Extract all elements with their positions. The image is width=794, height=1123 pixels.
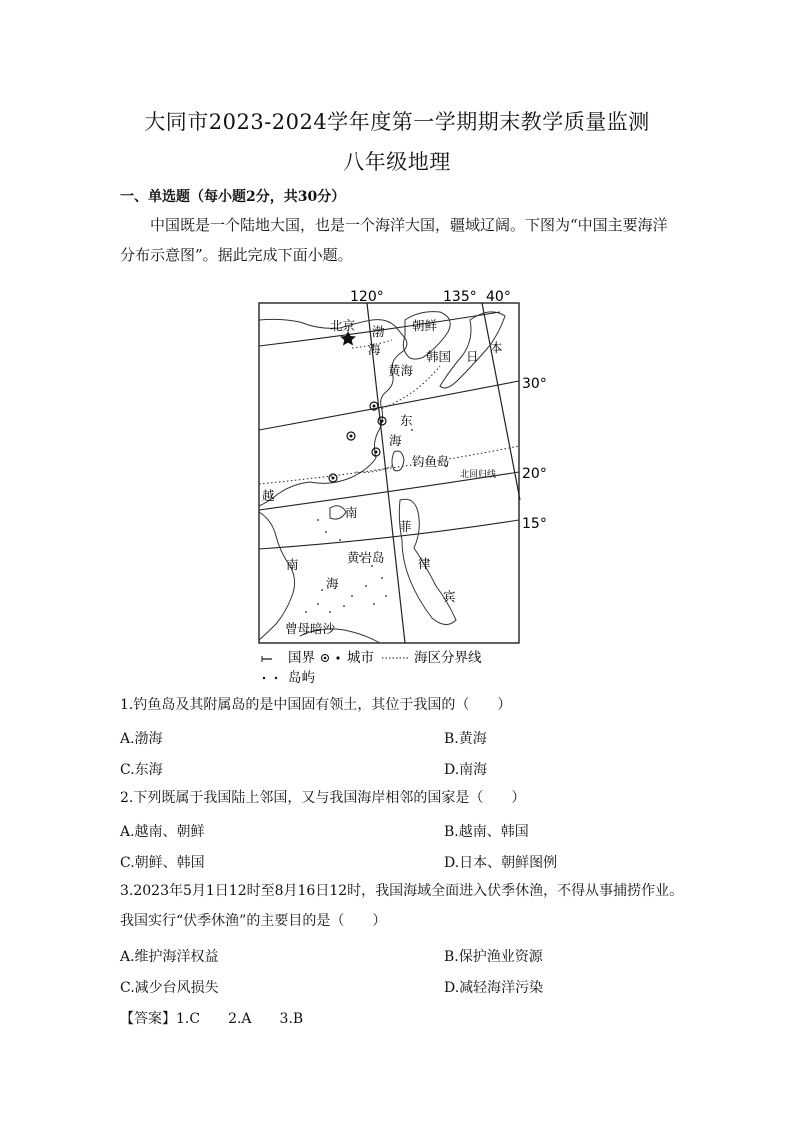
q3-option-d[interactable]: D.减轻海洋污染 [444, 980, 544, 996]
label-south-sea-2: 南 [286, 557, 299, 572]
question-3-stem: 3.2023年5月1日12时至8月16日12时，我国海域全面进入伏季休渔，不得从事捕捞作业。我国实行“伏季休渔”的主要目的是（ ） [120, 883, 684, 929]
label-north-korea: 朝鲜 [412, 318, 438, 333]
question-1-stem: 1.钓鱼岛及其附属岛的是中国固有领土，其位于我国的（ ） [120, 697, 512, 713]
lat-label-40: 40° [486, 289, 511, 305]
map-legend [262, 649, 482, 686]
label-philippines-2: 律 [418, 556, 431, 571]
q2-option-c[interactable]: C.朝鲜、韩国 [120, 855, 205, 871]
answer-key: 【答案】1.C 2.A 3.B [120, 1011, 304, 1027]
label-philippines-3: 宾 [443, 589, 456, 604]
label-yellow-sea: 黄海 [388, 363, 414, 378]
label-diaoyu-island: 钓鱼岛 [412, 454, 450, 469]
label-south-sea-3: 海 [326, 576, 339, 591]
label-huangyan-island: 黄岩岛 [347, 550, 385, 565]
label-japan-2: 本 [490, 340, 503, 355]
legend-sea-line: 海区分界线 [414, 650, 482, 666]
document-title: 大同市2023-2024学年度第一学期期末教学质量监测 [144, 110, 650, 134]
legend-border: 国界 [288, 650, 315, 666]
lon-label-135: 135° [443, 289, 477, 305]
label-bohai-2: 海 [368, 342, 381, 357]
q2-option-d[interactable]: D.日本、朝鲜图例 [444, 855, 558, 871]
label-japan-1: 日 [466, 349, 479, 364]
q1-option-d[interactable]: D.南海 [444, 762, 488, 778]
q1-option-a[interactable]: A.渤海 [120, 731, 163, 747]
q3-option-c[interactable]: C.减少台风损失 [120, 980, 219, 996]
label-zengmu-ansha: 曾母暗沙 [285, 621, 336, 636]
label-south-sea-1: 南 [345, 505, 358, 520]
label-vietnam: 越 [262, 488, 275, 503]
label-east-sea-2: 海 [389, 433, 402, 448]
q1-option-c[interactable]: C.东海 [120, 762, 163, 778]
label-tropic: 北回归线 [460, 470, 497, 480]
label-bohai-1: 渤 [372, 324, 385, 339]
q1-option-b[interactable]: B.黄海 [444, 731, 487, 747]
lat-label-30: 30° [522, 376, 547, 392]
label-south-korea: 韩国 [426, 349, 452, 364]
legend-city: 城市 [347, 650, 374, 666]
label-east-sea-1: 东 [400, 413, 413, 428]
lat-label-20: 20° [522, 466, 547, 482]
q3-option-a[interactable]: A.维护海洋权益 [120, 949, 219, 965]
label-philippines-1: 菲 [399, 519, 412, 534]
lat-label-15: 15° [522, 516, 547, 532]
sea-map [250, 284, 547, 686]
document-subtitle: 八年级地理 [343, 150, 451, 174]
q2-option-b[interactable]: B.越南、韩国 [444, 824, 529, 840]
legend-island: 岛屿 [288, 670, 315, 686]
section-title: 一、单选题（每小题2分，共30分） [120, 189, 346, 205]
question-2-stem: 2.下列既属于我国陆上邻国，又与我国海岸相邻的国家是（ ） [120, 790, 526, 806]
lon-label-120: 120° [350, 289, 384, 305]
label-beijing: 北京 [330, 318, 356, 333]
intro-paragraph: 中国既是一个陆地大国，也是一个海洋大国，疆域辽阔。下图为“中国主要海洋分布示意图”。据此完成下面小题。 [120, 216, 668, 264]
q3-option-b[interactable]: B.保护渔业资源 [444, 949, 543, 965]
q2-option-a[interactable]: A.越南、朝鲜 [120, 824, 205, 840]
